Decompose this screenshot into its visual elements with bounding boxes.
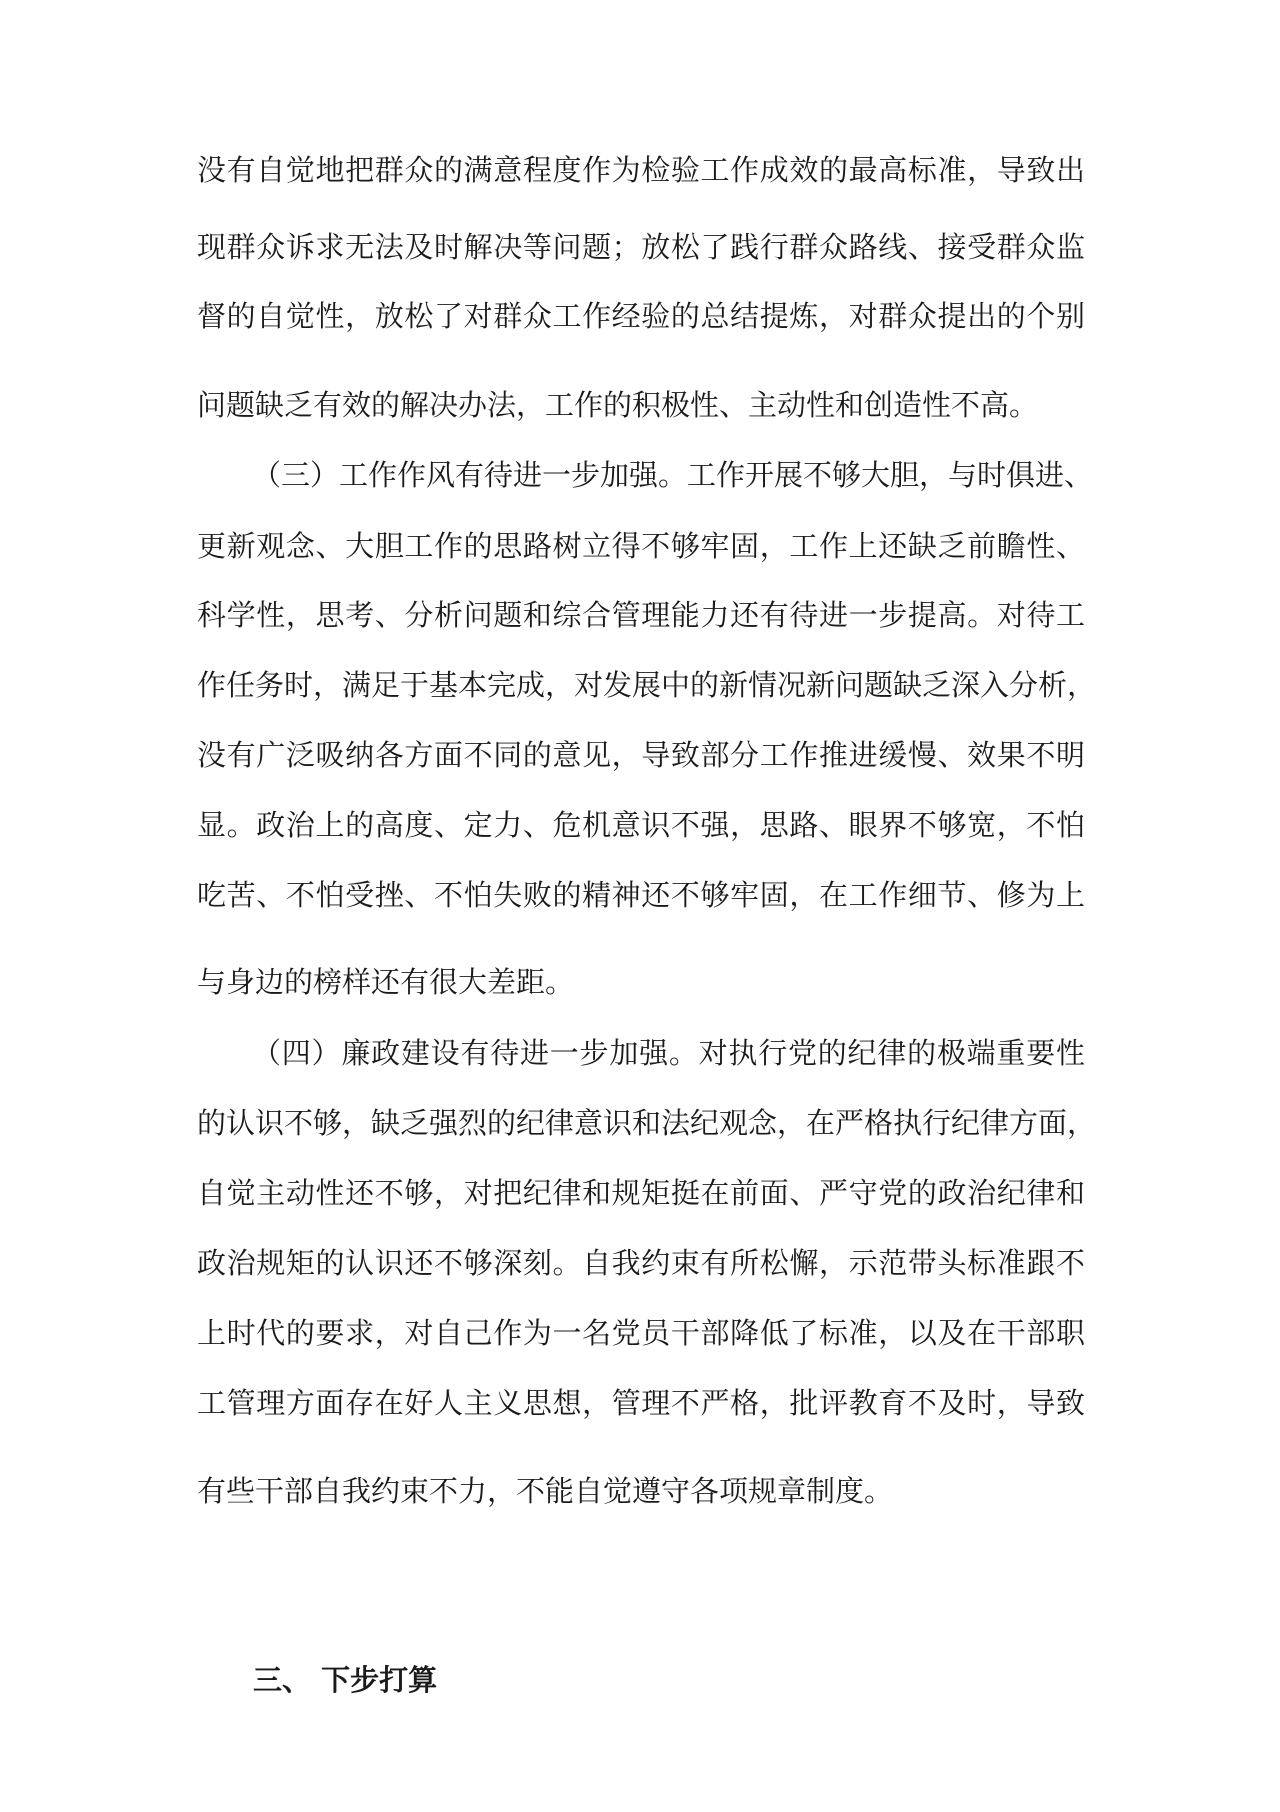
text-line-18: 工管理方面存在好人主义思想，管理不严格，批评教育不及时，导致: [197, 1386, 1085, 1420]
text-line-16: 政治规矩的认识还不够深刻。自我约束有所松懈，示范带头标准跟不: [197, 1246, 1085, 1280]
text-line-9: 没有广泛吸纳各方面不同的意见，导致部分工作推进缓慢、效果不明: [197, 738, 1085, 772]
text-line-4: 问题缺乏有效的解决办法，工作的积极性、主动性和创造性不高。: [197, 388, 1039, 422]
text-line-10: 显。政治上的高度、定力、危机意识不强，思路、眼界不够宽，不怕: [197, 808, 1085, 842]
text-line-12: 与身边的榜样还有很大差距。: [197, 965, 575, 999]
text-line-17: 上时代的要求，对自己作为一名党员干部降低了标准，以及在干部职: [197, 1316, 1085, 1350]
text-line-8: 作任务时，满足于基本完成，对发展中的新情况新问题缺乏深入分析，: [197, 668, 1097, 702]
text-line-19: 有些干部自我约束不力，不能自觉遵守各项规章制度。: [197, 1474, 894, 1508]
text-line-5: （三）工作作风有待进一步加强。工作开展不够大胆，与时俱进、: [252, 458, 1094, 492]
text-line-3: 督的自觉性，放松了对群众工作经验的总结提炼，对群众提出的个别: [197, 299, 1085, 333]
text-line-7: 科学性，思考、分析问题和综合管理能力还有待进一步提高。对待工: [197, 598, 1085, 632]
text-line-2: 现群众诉求无法及时解决等问题；放松了践行群众路线、接受群众监: [197, 230, 1085, 264]
text-line-13: （四）廉政建设有待进一步加强。对执行党的纪律的极端重要性: [252, 1036, 1085, 1070]
text-line-15: 自觉主动性还不够，对把纪律和规矩挺在前面、严守党的政治纪律和: [197, 1176, 1085, 1210]
text-line-1: 没有自觉地把群众的满意程度作为检验工作成效的最高标准，导致出: [197, 153, 1085, 187]
text-line-6: 更新观念、大胆工作的思路树立得不够牢固，工作上还缺乏前瞻性、: [197, 529, 1085, 563]
section-heading: 三、 下步打算: [253, 1663, 438, 1697]
text-line-14: 的认识不够，缺乏强烈的纪律意识和法纪观念，在严格执行纪律方面，: [197, 1106, 1097, 1140]
text-line-11: 吃苦、不怕受挫、不怕失败的精神还不够牢固，在工作细节、修为上: [197, 878, 1085, 912]
